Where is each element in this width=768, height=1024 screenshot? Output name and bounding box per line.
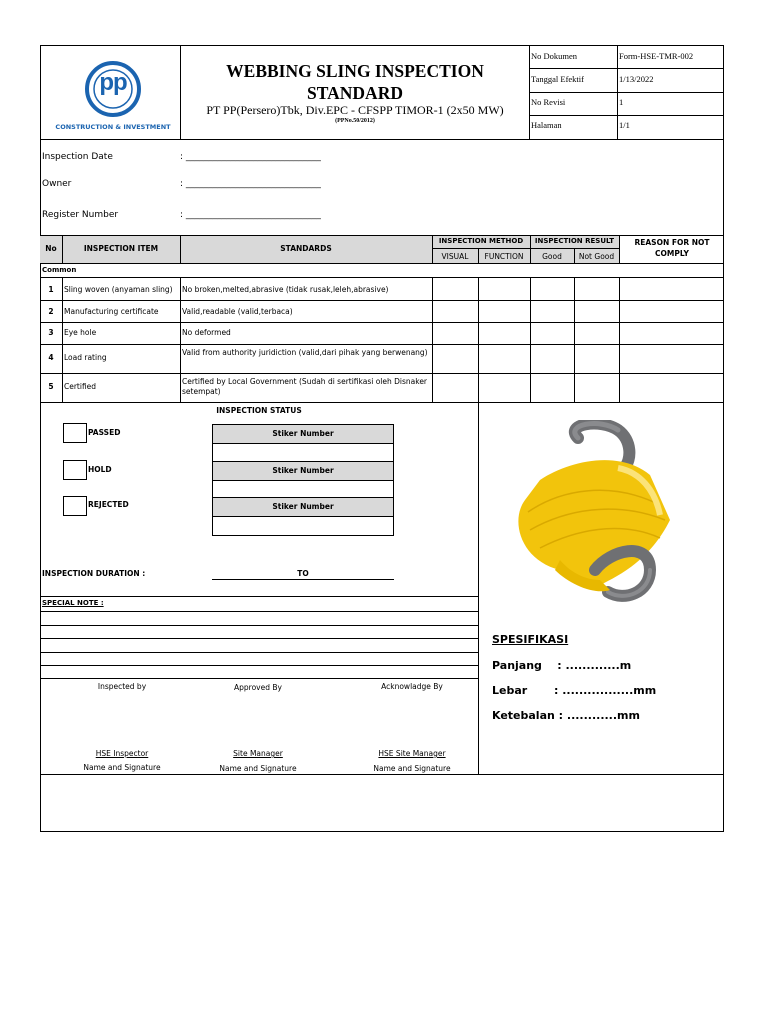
divider [530, 277, 531, 402]
row-item: Eye hole [64, 328, 97, 337]
divider [432, 248, 619, 249]
signature-role: HSE Inspector [95, 749, 149, 758]
divider [180, 277, 181, 402]
col-header-standards: STANDARDS [280, 244, 332, 253]
signature-heading: Inspected by [97, 682, 147, 691]
signature-caption: Name and Signature [83, 763, 161, 772]
col-header-not-good: Not Good [578, 252, 615, 261]
row-item: Load rating [64, 353, 107, 362]
signature-role: Site Manager [233, 749, 283, 758]
divider [529, 115, 724, 116]
divider [40, 344, 724, 345]
webbing-sling-icon [500, 420, 680, 610]
row-no: 3 [48, 328, 54, 337]
company-logo [84, 60, 142, 118]
sticker-label: Stiker Number [213, 425, 393, 444]
row-standard: No deformed [182, 328, 231, 337]
divider [529, 92, 724, 93]
register-number-field[interactable]: : ______________________________ [180, 210, 321, 220]
note-line[interactable] [40, 665, 478, 666]
spec-lebar: Lebar : .................mm [492, 684, 657, 697]
divider [40, 263, 724, 264]
rejected-label: REJECTED [88, 500, 129, 509]
note-line[interactable] [40, 652, 478, 653]
sticker-label: Stiker Number [213, 462, 393, 481]
meta-label: Tanggal Efektif [531, 74, 584, 84]
divider [40, 300, 724, 301]
special-note-label: SPECIAL NOTE : [42, 599, 104, 607]
form-title [181, 60, 529, 104]
meta-label: Halaman [531, 120, 562, 130]
hold-label: HOLD [88, 465, 112, 474]
spec-title: SPESIFIKASI [492, 633, 569, 646]
divider [40, 277, 724, 278]
divider [478, 402, 479, 774]
divider [40, 402, 724, 403]
row-no: 5 [48, 382, 54, 391]
webbing-sling-image [500, 420, 680, 610]
meta-value: 1 [619, 97, 624, 107]
title-line-2: STANDARD [307, 83, 403, 103]
col-header-no: No [45, 244, 57, 253]
row-standard: Valid from authority juridiction (valid,dari pihak yang berwenang) [182, 348, 428, 357]
row-no: 1 [48, 285, 54, 294]
row-no: 2 [48, 307, 54, 316]
logo-subtitle: CONSTRUCTION & INVESTMENT [55, 123, 171, 131]
col-header-function: FUNCTION [484, 252, 524, 261]
inspection-status-title: INSPECTION STATUS [216, 406, 302, 415]
meta-value: 1/13/2022 [619, 74, 654, 84]
row-standard: No broken,melted,abrasive (tidak rusak,leleh,abrasive) [182, 285, 389, 294]
meta-value: Form-HSE-TMR-002 [619, 51, 694, 61]
col-header-item: INSPECTION ITEM [83, 244, 159, 253]
signature-heading: Acknowladge By [381, 682, 443, 691]
duration-to-label: TO [297, 569, 309, 578]
note-line[interactable] [40, 611, 478, 612]
row-standard: Valid,readable (valid,terbaca) [182, 307, 293, 316]
divider [619, 277, 620, 402]
hold-checkbox[interactable] [63, 460, 87, 480]
signature-caption: Name and Signature [373, 764, 451, 773]
sticker-box [212, 497, 394, 536]
row-standard: Certified by Local Government (Sudah di sertifikasi oleh Disnaker setempat) [182, 377, 428, 396]
section-label: Common [42, 266, 77, 274]
spec-panjang: Panjang : .............m [492, 659, 632, 672]
signature-role: HSE Site Manager [378, 749, 446, 758]
sticker-box [212, 424, 394, 462]
divider [574, 277, 575, 402]
note-line[interactable] [40, 678, 478, 679]
company-name: PT PP(Persero)Tbk, Div.EPC - CFSPP TIMOR-1 (2x50 MW) [206, 103, 504, 117]
inspection-date-label: Inspection Date [42, 152, 113, 162]
divider [40, 774, 724, 775]
logo-text: pp [99, 69, 127, 96]
sticker-label: Stiker Number [213, 498, 393, 517]
sticker-number-input[interactable] [213, 517, 393, 537]
rejected-checkbox[interactable] [63, 496, 87, 516]
note-line[interactable] [40, 638, 478, 639]
sticker-box [212, 461, 394, 499]
owner-label: Owner [42, 179, 72, 189]
col-header-reason: REASON FOR NOT COMPLY [634, 238, 710, 258]
divider [40, 235, 724, 236]
row-item: Manufacturing certificate [64, 307, 159, 316]
divider [40, 373, 724, 374]
row-item: Sling woven (anyaman sling) [64, 285, 173, 294]
meta-value: 1/1 [619, 120, 630, 130]
col-header-good: Good [542, 252, 562, 261]
divider [529, 68, 724, 69]
inspection-date-field[interactable]: : ______________________________ [180, 152, 321, 162]
meta-label: No Dokumen [531, 51, 578, 61]
register-number-label: Register Number [42, 210, 119, 220]
divider [40, 322, 724, 323]
inspection-duration-label: INSPECTION DURATION : [42, 569, 146, 578]
signature-caption: Name and Signature [219, 764, 297, 773]
signature-heading: Approved By [234, 683, 282, 692]
duration-line[interactable] [212, 579, 394, 580]
divider [40, 596, 478, 597]
col-header-result: INSPECTION RESULT [534, 237, 615, 245]
title-line-1: WEBBING SLING INSPECTION [226, 61, 484, 81]
note-line[interactable] [40, 625, 478, 626]
divider [432, 277, 433, 402]
owner-field[interactable]: : ______________________________ [180, 179, 321, 189]
col-header-visual: VISUAL [441, 252, 469, 261]
divider [62, 277, 63, 402]
col-header-method: INSPECTION METHOD [438, 237, 524, 245]
passed-checkbox[interactable] [63, 423, 87, 443]
row-item: Certified [64, 382, 97, 391]
meta-label: No Revisi [531, 97, 566, 107]
passed-label: PASSED [88, 428, 121, 437]
spec-ketebalan: Ketebalan : ............mm [492, 709, 640, 722]
divider [478, 277, 479, 402]
regulation-ref: (PPNo.50/2012) [335, 118, 375, 124]
row-no: 4 [48, 353, 54, 362]
divider [40, 139, 724, 140]
